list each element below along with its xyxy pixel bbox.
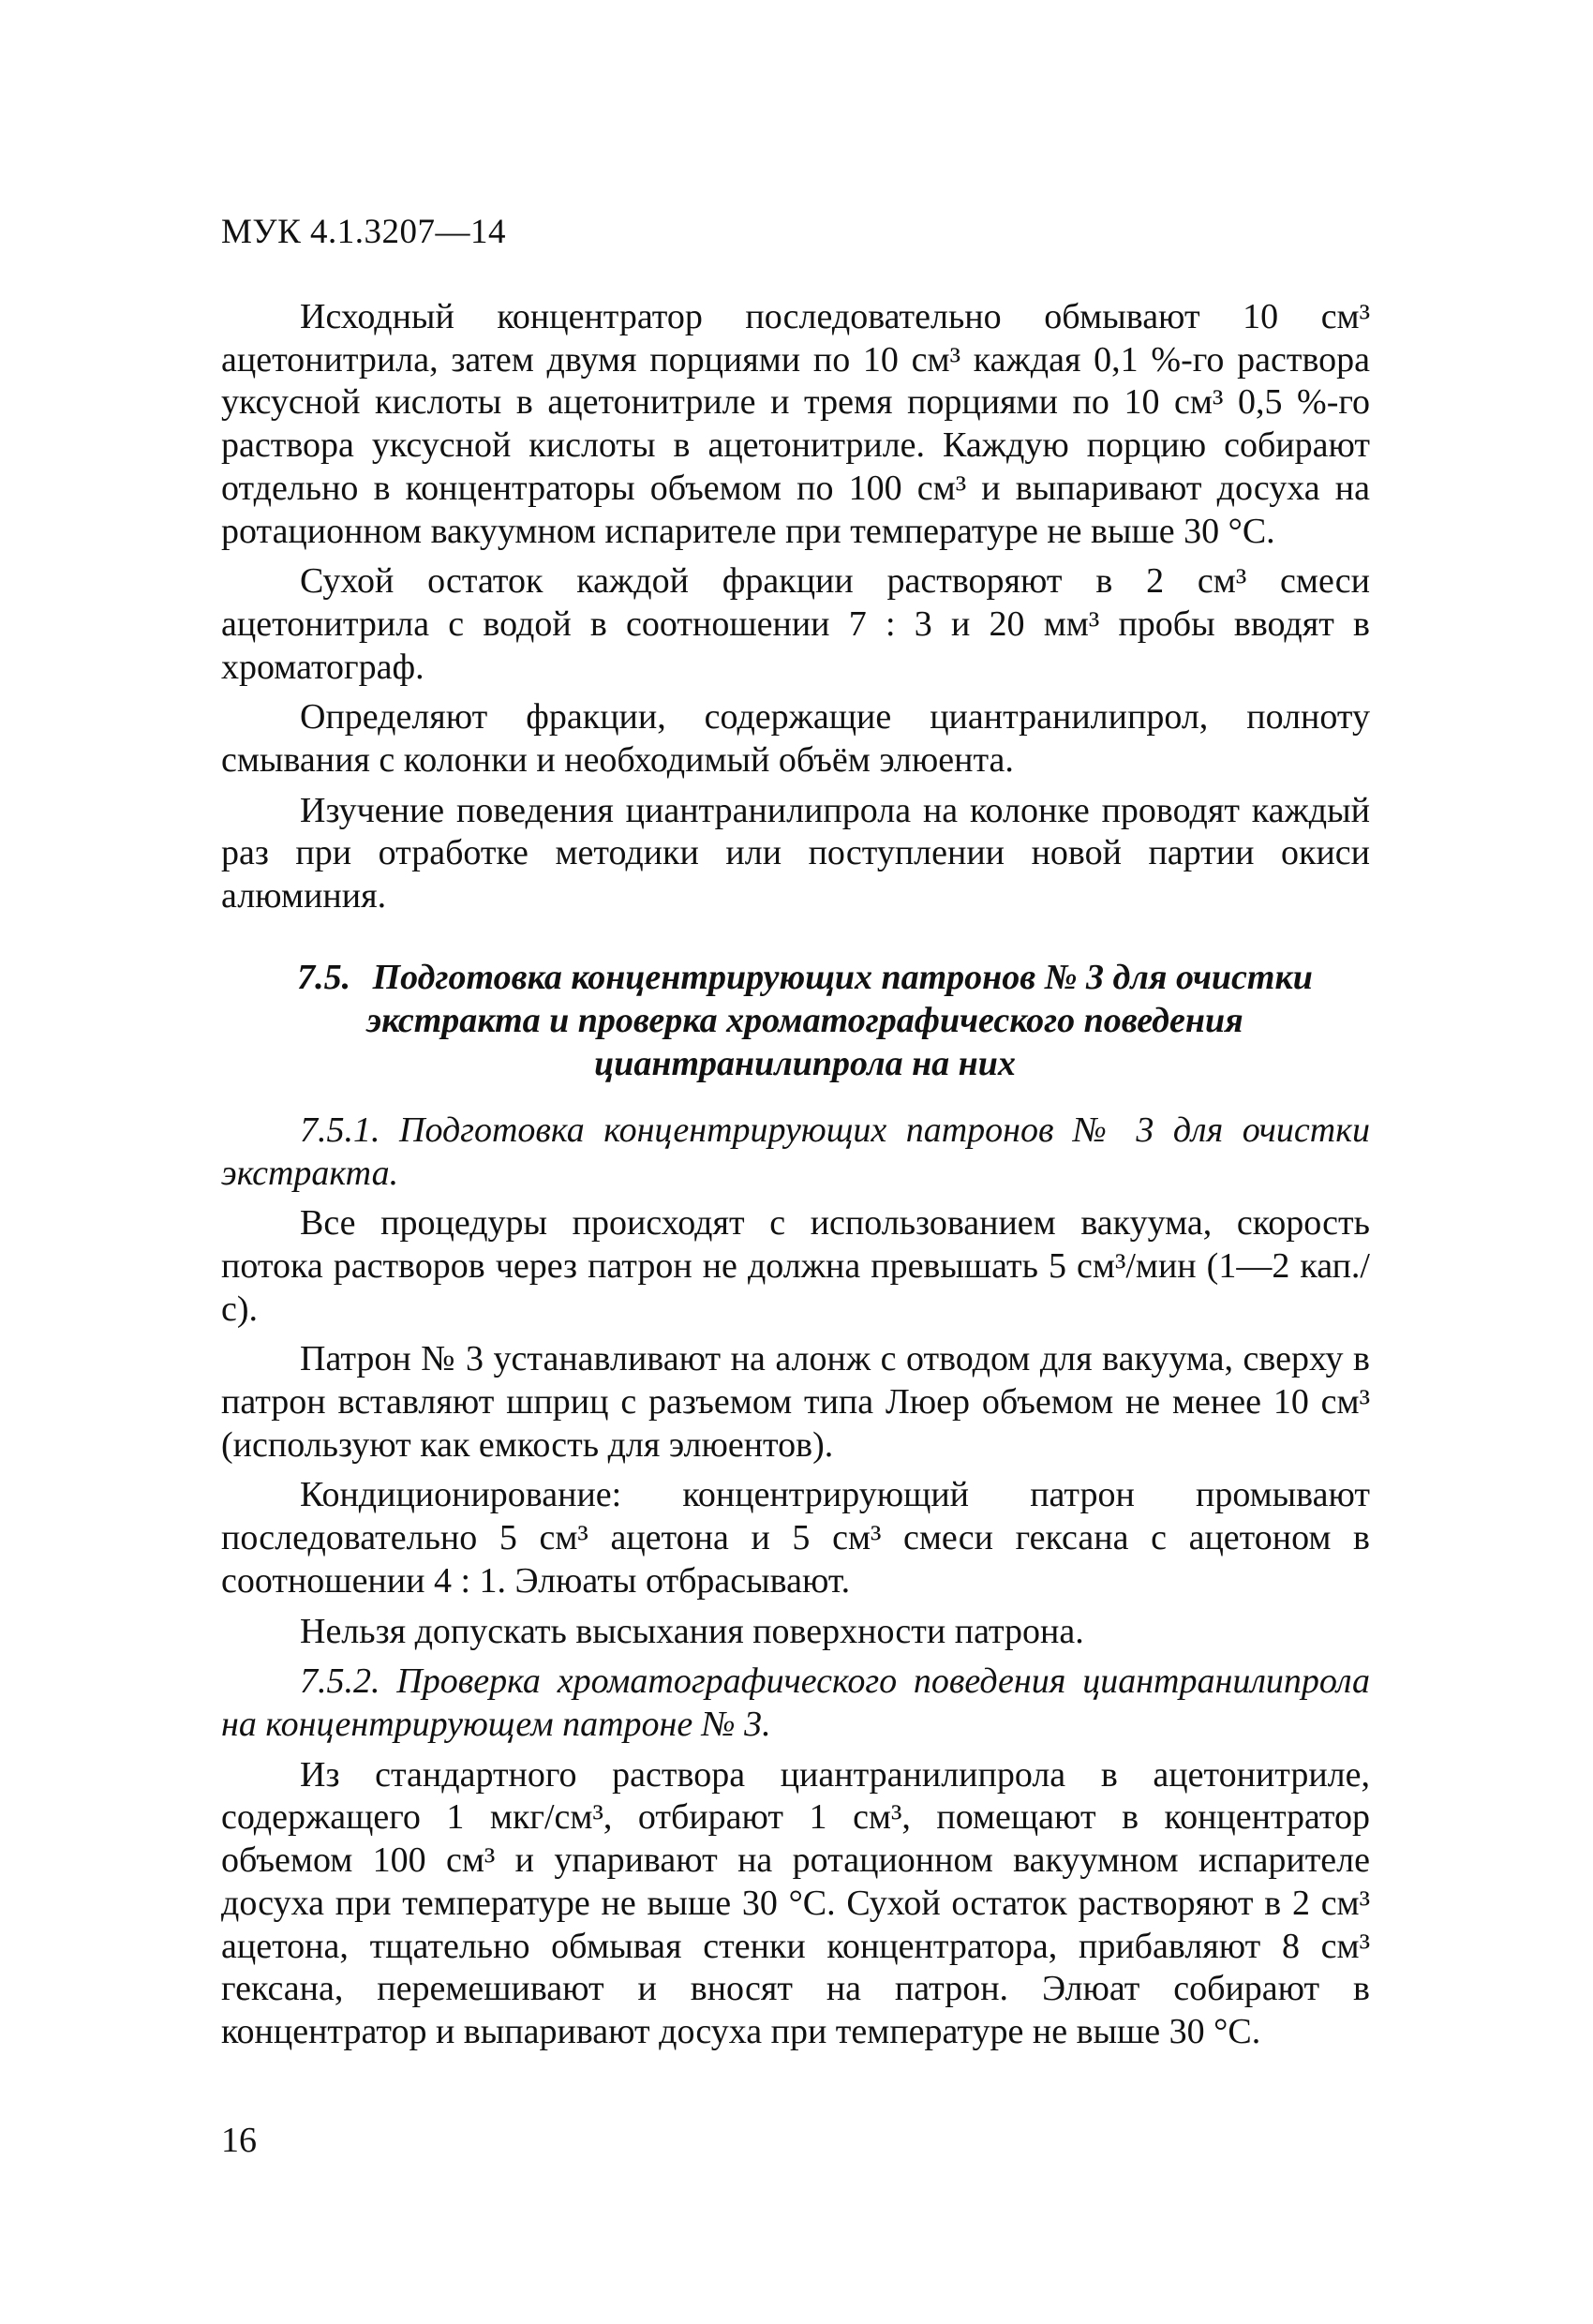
subsection-title: Подготовка концентрирующих патронов № 3 для очистки экстракта. bbox=[221, 1110, 1370, 1193]
paragraph: Сухой остаток каждой фракции растворяют в 2 см³ смеси ацетонитрила с водой в соотношении 7 : 3 и 20 мм³ пробы вводят в хроматограф. bbox=[221, 561, 1370, 687]
paragraph: Из стандартного раствора циантранилипрола в ацетонитриле, содержащего 1 мкг/см³, отбирают 1 см³, помещают в концентратор объемом 100 см³ и упаривают на ротационном вакуумном испарителе досуха при температуре не выше 30 °С. Сухой остаток растворяют в 2 см³ ацетона, тщательно обмывая стенки концентратора, прибавляют 8 см³ гексана, перемешивают и вносят на патрон. Элюат собирают в концентратор и выпаривают досуха при температуре не выше 30 °С. bbox=[221, 1754, 1370, 2051]
paragraph: Определяют фракции, содержащие циантранилипрол, полноту смывания с колонки и необходимый объём элюента. bbox=[221, 697, 1370, 781]
subsection-number: 7.5.2. bbox=[300, 1661, 380, 1702]
section-number: 7.5. bbox=[297, 957, 351, 997]
paragraph: Кондиционирование: концентрирующий патрон промывают последовательно 5 см³ ацетона и 5 см³ смеси гексана с ацетоном в соотношении 4 : 1. Элюаты отбрасывают. bbox=[221, 1475, 1370, 1601]
paragraph: Нельзя допускать высыхания поверхности патрона. bbox=[300, 1611, 1084, 1651]
paragraph: Изучение поведения циантранилипрола на колонке проводят каждый раз при отработке методики или поступлении новой партии окиси алюминия. bbox=[221, 790, 1370, 916]
subsection-title: Проверка хроматографического поведения циантранилипрола на концентрирующем патроне № 3. bbox=[221, 1661, 1370, 1744]
subsection-number: 7.5.1. bbox=[300, 1110, 380, 1150]
section-title: Подготовка концентрирующих патронов № 3 для очистки экстракта и проверка хроматографического поведения циантранилипрола на них bbox=[366, 957, 1313, 1083]
subsection-heading bbox=[221, 1110, 1370, 1195]
document-body bbox=[221, 296, 1370, 2062]
paragraph: Патрон № 3 устанавливают на алонж с отводом для вакуума, сверху в патрон вставляют шприц с разъемом типа Люер объемом не менее 10 см³ (используют как емкость для элюентов). bbox=[221, 1339, 1370, 1465]
paragraph: Все процедуры происходят с использованием вакуума, скорость потока растворов через патрон не должна превышать 5 см³/мин (1—2 кап./с). bbox=[221, 1203, 1370, 1329]
section-heading bbox=[221, 956, 1370, 1085]
page-number: 16 bbox=[221, 2121, 257, 2160]
subsection-heading bbox=[221, 1661, 1370, 1746]
paragraph: Исходный концентратор последовательно обмывают 10 см³ ацетонитрила, затем двумя порциями по 10 см³ каждая 0,1 %-го раствора уксусной кислоты в ацетонитриле и тремя порциями по 10 см³ 0,5 %-го раствора уксусной кислоты в ацетонитриле. Каждую порцию собирают отдельно в концентраторы объемом по 100 см³ и выпаривают досуха на ротационном вакуумном испарителе при температуре не выше 30 °С. bbox=[221, 297, 1370, 551]
document-header: МУК 4.1.3207—14 bbox=[221, 213, 507, 251]
